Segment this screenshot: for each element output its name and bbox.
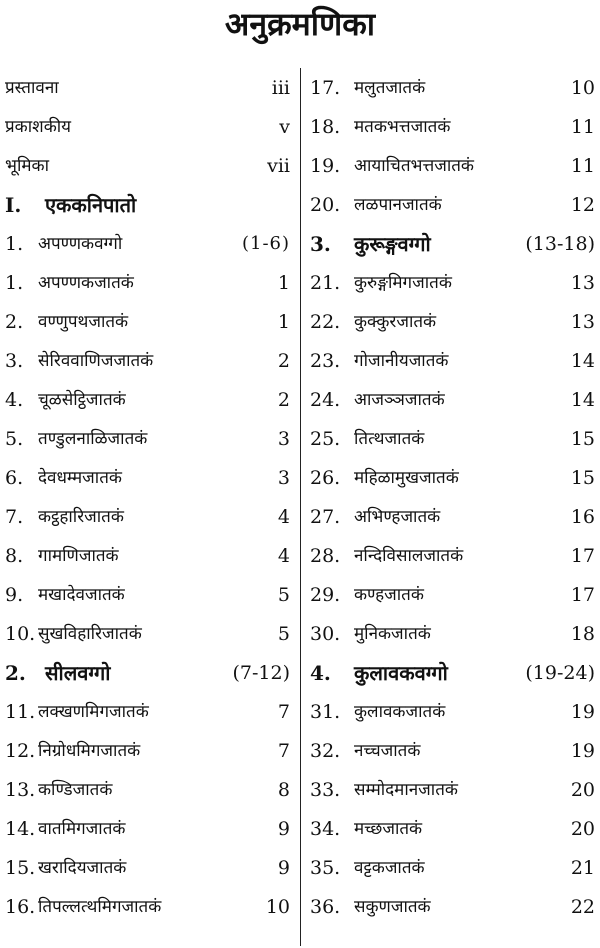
page-title: अनुक्रमणिका: [224, 5, 376, 43]
entry-page: 5: [277, 584, 290, 606]
toc-entry: [5, 460, 290, 496]
entry-number: 30.: [310, 623, 341, 645]
toc-entry: [5, 265, 290, 301]
toc-entry: [310, 499, 595, 535]
entry-title: महिळामुखजातकं: [354, 468, 459, 488]
entry-number: 14.: [5, 818, 36, 840]
entry-number: 29.: [310, 584, 341, 606]
entry-page: 13: [570, 272, 595, 294]
toc-entry: [5, 772, 290, 808]
entry-number: 6.: [5, 467, 24, 489]
entry-title: देवधम्मजातकं: [38, 468, 122, 488]
entry-number: 36.: [310, 896, 341, 918]
toc-entry: [5, 694, 290, 730]
entry-page: v: [279, 116, 290, 138]
toc-section-heading: [310, 226, 595, 262]
toc-entry: [5, 421, 290, 457]
entry-page: (13-18): [525, 233, 595, 255]
entry-title: सेरिववाणिजजातकं: [38, 351, 154, 371]
toc-section-heading: [310, 655, 595, 691]
toc-entry: [5, 850, 290, 886]
entry-number: 34.: [310, 818, 341, 840]
toc-entry: [310, 460, 595, 496]
entry-page: 20: [570, 779, 595, 801]
entry-number: I.: [5, 193, 22, 217]
entry-page: 17: [570, 584, 595, 606]
toc-entry: [5, 343, 290, 379]
entry-page: 4: [277, 545, 290, 567]
entry-page: 21: [570, 857, 595, 879]
entry-number: 3.: [5, 350, 24, 372]
entry-title: मुनिकजातकं: [354, 624, 431, 644]
entry-page: 16: [570, 506, 595, 528]
entry-title: कण्हजातकं: [354, 585, 424, 605]
entry-number: 20.: [310, 194, 341, 216]
entry-page: 11: [570, 116, 595, 138]
entry-page: 15: [570, 467, 595, 489]
entry-page: 22: [570, 896, 595, 918]
entry-title: कुलावकजातकं: [354, 702, 446, 722]
toc-entry: [310, 421, 595, 457]
entry-number: 7.: [5, 506, 24, 528]
entry-title: अभिण्हजातकं: [354, 507, 441, 527]
entry-number: 15.: [5, 857, 36, 879]
entry-title: तण्डुलनाळिजातकं: [38, 429, 148, 449]
toc-entry: [310, 187, 595, 223]
entry-page: iii: [271, 77, 290, 99]
entry-title: भूमिका: [5, 156, 49, 176]
entry-page: 7: [277, 740, 290, 762]
entry-title: गामणिजातकं: [38, 546, 119, 566]
entry-page: 10: [570, 77, 595, 99]
entry-number: 27.: [310, 506, 341, 528]
toc-entry: [5, 577, 290, 613]
entry-title: कुलावकवग्गो: [354, 661, 448, 685]
entry-number: 9.: [5, 584, 24, 606]
toc-front-matter: [5, 148, 290, 184]
entry-page: 8: [277, 779, 290, 801]
entry-page: 11: [570, 155, 595, 177]
toc-entry: [310, 616, 595, 652]
entry-number: 16.: [5, 896, 36, 918]
entry-title: कट्ठहारिजातकं: [38, 507, 124, 527]
entry-title: कण्डिजातकं: [38, 780, 113, 800]
entry-page: 20: [570, 818, 595, 840]
entry-number: 25.: [310, 428, 341, 450]
entry-title: मलुतजातकं: [354, 78, 426, 98]
toc-section-heading: [5, 655, 290, 691]
entry-title: नच्चजातकं: [354, 741, 421, 761]
entry-page: 7: [277, 701, 290, 723]
entry-number: 33.: [310, 779, 341, 801]
entry-number: 21.: [310, 272, 341, 294]
entry-number: 24.: [310, 389, 341, 411]
entry-title: प्रकाशकीय: [5, 117, 72, 137]
entry-title: सुखविहारिजातकं: [38, 624, 142, 644]
toc-entry: [310, 889, 595, 925]
entry-page: (19-24): [525, 662, 595, 684]
toc-entry: [5, 538, 290, 574]
entry-number: 10.: [5, 623, 36, 645]
entry-page: 5: [277, 623, 290, 645]
entry-number: 11.: [5, 701, 36, 723]
entry-page: (1-6): [241, 233, 290, 254]
column-divider: [300, 68, 301, 946]
entry-title: अपण्णकवग्गो: [38, 234, 123, 254]
entry-number: 3.: [310, 232, 331, 256]
toc-entry: [310, 538, 595, 574]
entry-title: कुरुङ्गमिगजातकं: [354, 273, 452, 293]
entry-page: 2: [277, 389, 290, 411]
toc-entry: [5, 304, 290, 340]
entry-number: 2.: [5, 661, 26, 685]
entry-title: मखादेवजातकं: [38, 585, 125, 605]
entry-page: 13: [570, 311, 595, 333]
entry-page: 9: [277, 857, 290, 879]
entry-page: 15: [570, 428, 595, 450]
entry-title: गोजानीयजातकं: [354, 351, 449, 371]
entry-number: 22.: [310, 311, 341, 333]
entry-page: 19: [570, 740, 595, 762]
toc-entry: [310, 577, 595, 613]
entry-title: वातमिगजातकं: [38, 819, 126, 839]
toc-entry: [310, 694, 595, 730]
entry-number: 12.: [5, 740, 36, 762]
entry-title: सकुणजातकं: [354, 897, 431, 917]
toc-entry: [310, 733, 595, 769]
toc-entry: [5, 382, 290, 418]
entry-title: कुरूङ्गवग्गो: [354, 232, 431, 256]
entry-title: आजञ्ञजातकं: [354, 390, 445, 410]
toc-section-heading: [5, 226, 290, 262]
toc-entry: [5, 889, 290, 925]
entry-title: एककनिपातो: [45, 193, 137, 217]
entry-title: आयाचितभत्तजातकं: [354, 156, 474, 176]
entry-number: 8.: [5, 545, 24, 567]
entry-title: निग्रोधमिगजातकं: [38, 741, 141, 761]
entry-number: 13.: [5, 779, 36, 801]
entry-title: सीलवग्गो: [45, 661, 111, 685]
toc-entry: [5, 616, 290, 652]
entry-page: 3: [277, 428, 290, 450]
toc-entry: [310, 304, 595, 340]
toc-entry: [5, 733, 290, 769]
entry-number: 26.: [310, 467, 341, 489]
toc-entry: [310, 109, 595, 145]
entry-page: 19: [570, 701, 595, 723]
entry-title: लक्खणमिगजातकं: [38, 702, 149, 722]
entry-number: 2.: [5, 311, 24, 333]
entry-page: vii: [267, 155, 290, 177]
toc-entry: [310, 148, 595, 184]
entry-title: मच्छजातकं: [354, 819, 423, 839]
toc-entry: [5, 499, 290, 535]
entry-page: 10: [265, 896, 290, 918]
entry-title: कुक्कुरजातकं: [354, 312, 437, 332]
entry-number: 17.: [310, 77, 341, 99]
entry-page: 1: [277, 272, 290, 294]
entry-title: अपण्णकजातकं: [38, 273, 134, 293]
toc-entry: [310, 265, 595, 301]
entry-page: 14: [570, 350, 595, 372]
entry-number: 4.: [310, 661, 331, 685]
entry-number: 28.: [310, 545, 341, 567]
toc-section-heading: [5, 187, 290, 223]
entry-page: 2: [277, 350, 290, 372]
toc-entry: [310, 850, 595, 886]
entry-page: 9: [277, 818, 290, 840]
entry-number: 5.: [5, 428, 24, 450]
entry-page: 3: [277, 467, 290, 489]
entry-title: सम्मोदमानजातकं: [354, 780, 458, 800]
entry-number: 32.: [310, 740, 341, 762]
toc-entry: [5, 811, 290, 847]
entry-page: 17: [570, 545, 595, 567]
entry-number: 18.: [310, 116, 341, 138]
entry-page: 14: [570, 389, 595, 411]
entry-title: नन्दिविसालजातकं: [354, 546, 464, 566]
toc-entry: [310, 772, 595, 808]
entry-number: 31.: [310, 701, 341, 723]
entry-title: वण्णुपथजातकं: [38, 312, 129, 332]
entry-title: खरादियजातकं: [38, 858, 127, 878]
entry-page: 12: [570, 194, 595, 216]
entry-title: मतकभत्तजातकं: [354, 117, 451, 137]
entry-number: 1.: [5, 272, 24, 294]
entry-title: तिपल्लत्थमिगजातकं: [38, 897, 162, 917]
toc-entry: [310, 811, 595, 847]
entry-title: वट्टकजातकं: [354, 858, 425, 878]
entry-title: तित्थजातकं: [354, 429, 425, 449]
entry-number: 1.: [5, 233, 24, 255]
toc-entry: [310, 382, 595, 418]
entry-number: 4.: [5, 389, 24, 411]
entry-title: चूळसेट्ठिजातकं: [38, 390, 126, 410]
toc-front-matter: [5, 70, 290, 106]
entry-page: 18: [570, 623, 595, 645]
toc-front-matter: [5, 109, 290, 145]
entry-title: प्रस्तावना: [5, 78, 59, 98]
entry-number: 23.: [310, 350, 341, 372]
toc-entry: [310, 343, 595, 379]
entry-number: 35.: [310, 857, 341, 879]
entry-page: (7-12): [232, 662, 290, 684]
entry-title: लळपानजातकं: [354, 195, 442, 215]
entry-page: 4: [277, 506, 290, 528]
entry-page: 1: [277, 311, 290, 333]
entry-number: 19.: [310, 155, 341, 177]
toc-entry: [310, 70, 595, 106]
